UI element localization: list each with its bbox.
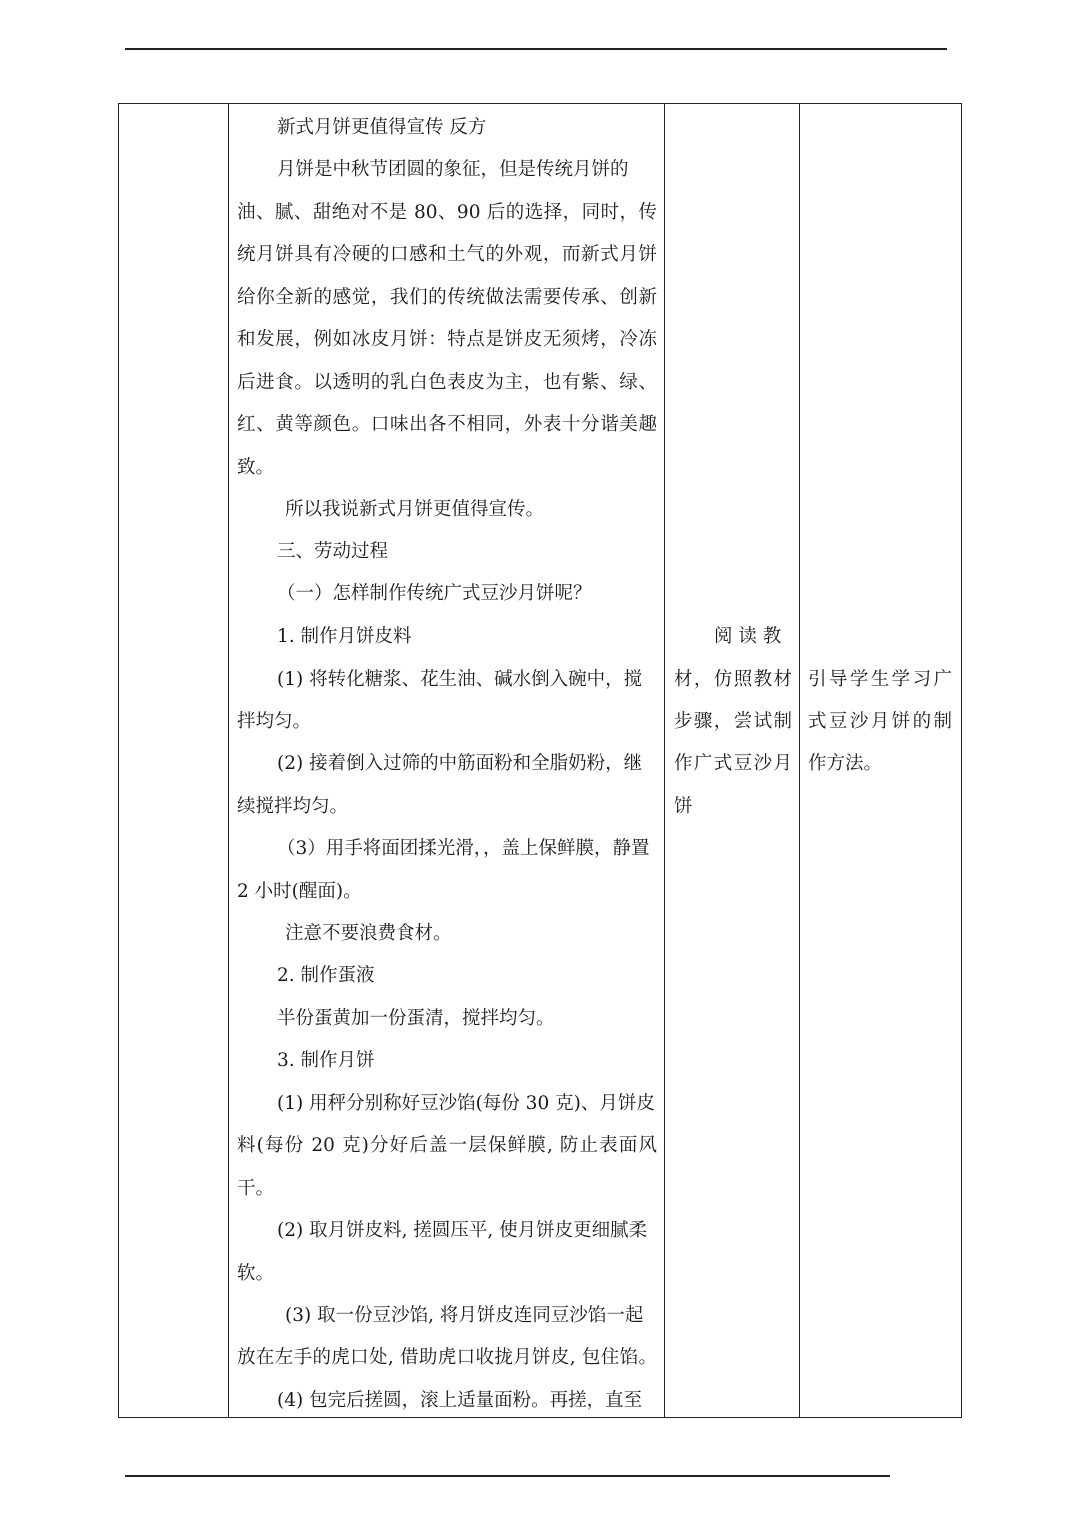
content-line: 后进食。以透明的乳白色表皮为主，也有紫、绿、 xyxy=(237,372,657,393)
content-line: 注意不要浪费食材。 xyxy=(285,923,452,944)
subsection-heading: （一）怎样制作传统广式豆沙月饼呢？ xyxy=(277,583,592,604)
intent-line: 作方法。 xyxy=(808,753,883,774)
intent-line: 引导学生学习广 xyxy=(808,669,952,690)
content-line: 月饼是中秋节团圆的象征，但是传统月饼的 xyxy=(277,159,629,180)
content-line: 料(每份 20 克)分好后盖一层保鲜膜, 防止表面风 xyxy=(237,1135,657,1156)
footer-rule xyxy=(125,1475,890,1477)
header-rule xyxy=(125,48,947,50)
content-line: 新式月饼更值得宣传 反方 xyxy=(277,117,487,138)
content-line: 干。 xyxy=(237,1178,275,1199)
intent-line: 式豆沙月饼的制 xyxy=(808,711,952,732)
content-line: 油、腻、甜绝对不是 80、90 后的选择，同时，传 xyxy=(237,202,657,223)
activity-line: 步骤，尝试制 xyxy=(674,711,792,732)
content-line: 续搅拌均匀。 xyxy=(237,796,349,817)
step-heading: 1. 制作月饼皮料 xyxy=(277,626,412,647)
activity-line: 作广式豆沙月 xyxy=(674,753,792,774)
content-line: 红、黄等颜色。口味出各不相同，外表十分谐美趣 xyxy=(237,414,657,435)
content-line: (3) 取一份豆沙馅, 将月饼皮连同豆沙馅一起 xyxy=(285,1305,644,1326)
content-line: 统月饼具有冷硬的口感和土气的外观，而新式月饼 xyxy=(237,244,657,265)
content-line: 拌均匀。 xyxy=(237,711,312,732)
content-line: (2) 取月饼皮料, 搓圆压平, 使月饼皮更细腻柔 xyxy=(277,1220,648,1241)
column-divider xyxy=(664,104,665,1417)
content-line: 放在左手的虎口处, 借助虎口收拢月饼皮, 包住馅。 xyxy=(237,1347,657,1368)
content-line: 2 小时(醒面)。 xyxy=(237,881,362,902)
lesson-table xyxy=(118,103,962,1418)
activity-line: 饼 xyxy=(674,796,693,817)
content-line: 和发展，例如冰皮月饼：特点是饼皮无须烤，冷冻 xyxy=(237,329,657,350)
content-line: （3）用手将面团揉光滑，，盖上保鲜膜，静置 xyxy=(277,838,650,859)
content-line: 半份蛋黄加一份蛋清，搅拌均匀。 xyxy=(277,1008,555,1029)
content-line: (4) 包完后搓圆，滚上适量面粉。再搓，直至 xyxy=(277,1390,643,1411)
section-heading: 三、劳动过程 xyxy=(277,541,389,562)
content-line: 软。 xyxy=(237,1263,275,1284)
step-heading: 2. 制作蛋液 xyxy=(277,965,375,986)
content-line: (1) 将转化糖浆、花生油、碱水倒入碗中，搅 xyxy=(277,669,643,690)
column-divider xyxy=(799,104,800,1417)
column-divider xyxy=(228,104,229,1417)
step-heading: 3. 制作月饼 xyxy=(277,1050,375,1071)
content-line: (2) 接着倒入过筛的中筋面粉和全脂奶粉，继 xyxy=(277,753,643,774)
activity-line: 材，仿照教材 xyxy=(674,669,792,690)
activity-line: 阅 读 教 xyxy=(714,626,782,647)
content-line: (1) 用秤分别称好豆沙馅(每份 30 克)、月饼皮 xyxy=(277,1093,655,1114)
content-line: 致。 xyxy=(237,457,275,478)
content-line: 所以我说新式月饼更值得宣传。 xyxy=(285,499,545,520)
content-line: 给你全新的感觉，我们的传统做法需要传承、创新 xyxy=(237,287,657,308)
